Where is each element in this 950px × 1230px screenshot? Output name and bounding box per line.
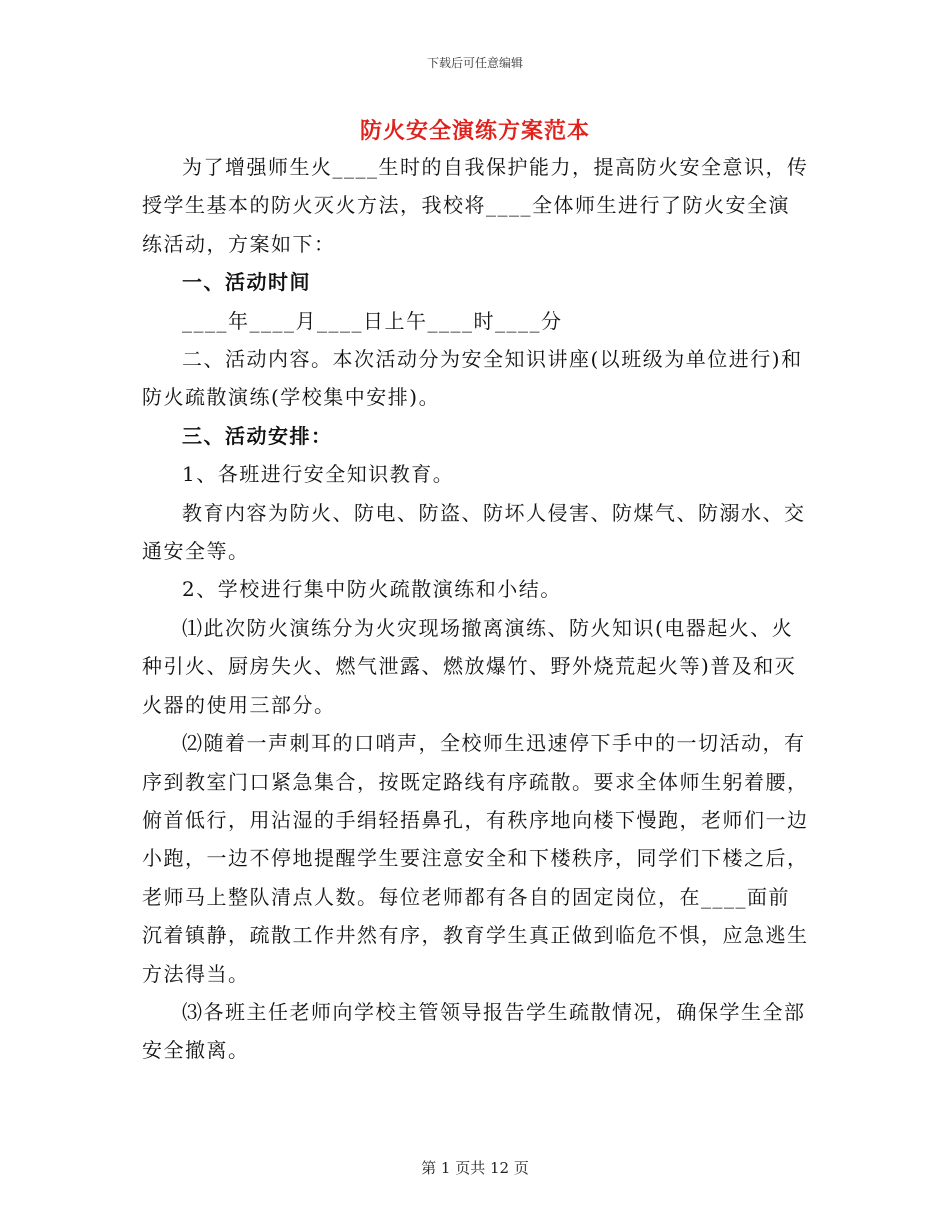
document-body (142, 148, 810, 1070)
paragraph-date-blank: ____年____月____日上午____时____分 (182, 308, 563, 333)
heading-activity-time: 一、活动时间 (182, 270, 311, 295)
paragraph-sub-1: ⑴此次防火演练分为火灾现场撤离演练、防火知识(电器起火、火种引火、厨房失火、燃气泄露、燃放爆竹、野外烧荒起火等)普及和灭火器的使用三部分。 (142, 615, 797, 717)
paragraph-item-1: 1、各班进行安全知识教育。 (182, 462, 455, 487)
paragraph-intro: 为了增强师生火____生时的自我保护能力，提高防火安全意识，传授学生基本的防火灭火方法，我校将____全体师生进行了防火安全演练活动，方案如下： (142, 155, 809, 256)
paragraph-sub-2: ⑵随着一声刺耳的口哨声，全校师生迅速停下手中的一切活动，有序到教室门口紧急集合，按既定路线有序疏散。要求全体师生躬着腰，俯首低行，用沾湿的手绢轻捂鼻孔，有秩序地向楼下慢跑，老师们一边小跑，一边不停地提醒学生要注意安全和下楼秩序，同学们下楼之后，老师马上整队清点人数。每位老师都有各自的固定岗位，在____面前沉着镇静，疏散工作井然有序，教育学生真正做到临危不惧，应急逃生方法得当。 (142, 731, 809, 986)
paragraph-sub-3: ⑶各班主任老师向学校主管领导报告学生疏散情况，确保学生全部安全撤离。 (142, 999, 806, 1063)
page-footer: 第 1 页共 12 页 (421, 1159, 529, 1177)
header-note: 下载后可任意编辑 (426, 56, 523, 70)
paragraph-education-content: 教育内容为防火、防电、防盗、防坏人侵害、防煤气、防溺水、交通安全等。 (142, 500, 806, 564)
paragraph-activity-content: 二、活动内容。本次活动分为安全知识讲座(以班级为单位进行)和防火疏散演练(学校集中安排)。 (142, 347, 803, 410)
paragraph-item-2: 2、学校进行集中防火疏散演练和小结。 (182, 577, 562, 602)
heading-activity-arrangement: 三、活动安排： (182, 423, 333, 448)
document-title: 防火安全演练方案范本 (359, 118, 590, 144)
